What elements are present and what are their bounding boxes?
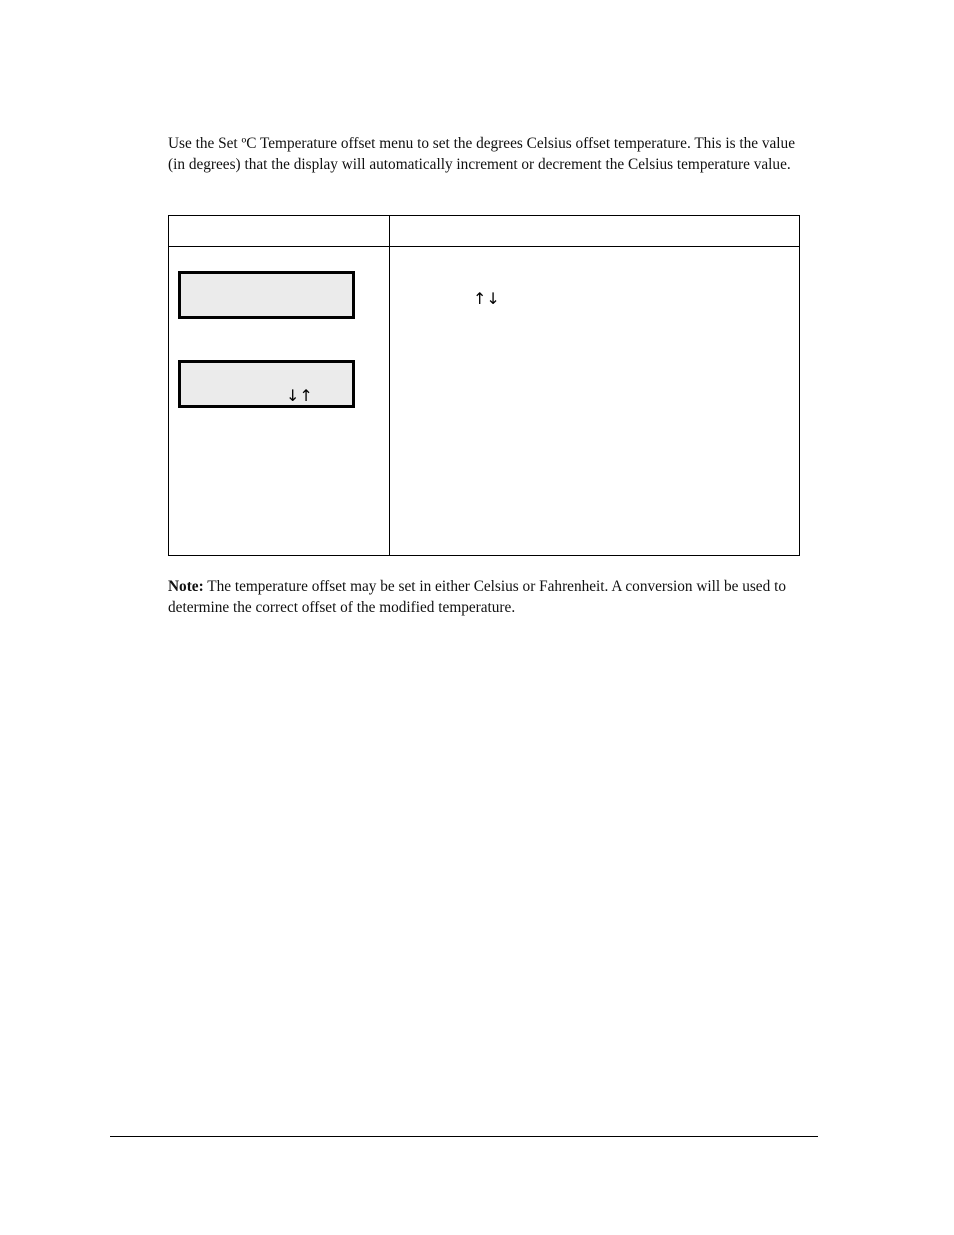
note-paragraph [168, 577, 813, 618]
table-header-display [169, 216, 389, 246]
table-header-description [390, 216, 799, 246]
intro-paragraph: Use the Set ºC Temperature offset menu to set the degrees Celsius offset temperature. This is the value (in degrees) that the display will automatically increment or decrement the Celsius temperature value. [168, 135, 796, 173]
down-up-arrows-icon: ↓↑ [286, 386, 313, 405]
up-down-arrows-icon: ↑↓ [473, 289, 500, 308]
menu-table [168, 215, 800, 556]
note-text: The temperature offset may be set in either Celsius or Fahrenheit. A conversion will be used to determine the correct offset of the modified temperature. [168, 578, 786, 616]
footer-rule [110, 1136, 818, 1137]
table-header-divider [169, 246, 799, 247]
lcd-screen-offset [178, 360, 355, 408]
lcd-screen-menu [178, 271, 355, 319]
note-label: Note: [168, 578, 204, 595]
table-column-divider [389, 216, 390, 555]
